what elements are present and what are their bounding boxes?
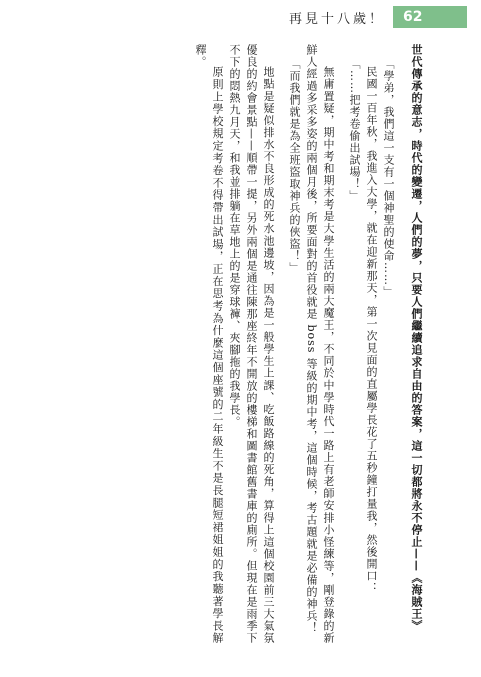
running-title: 再見十八歲！	[288, 11, 385, 27]
dialogue-paragraph: 「而我們就是為全班盜取神兵的俠盜！」	[288, 58, 301, 274]
epigraph-paragraph: 世代傳承的意志，時代的變遷，人們的夢，只要人們繼續追求自由的答案，這一切都將永不停止——《海賊王》	[410, 44, 423, 632]
narrative-paragraph: 無庸置疑，期中考和期末考是大學生活的兩大魔王，不同於中學時代一路上有老師安排小怪練等，剛登錄的新鮮人經過多采多姿的兩個月後，所要面對的首役就是 boss 等級的期中考，這個時候，考古題就是必備的神兵！	[305, 44, 335, 644]
dialogue-paragraph: 「……把考卷偷出試場！」	[348, 58, 361, 202]
page-header	[289, 6, 467, 28]
page-number: 62	[403, 9, 423, 25]
narrative-paragraph: 原則上學校規定考卷不得帶出試場，正在思考為什麼這個座號的二年級生不是長腿短裙姐姐的我聽著學長解釋。	[194, 44, 224, 644]
narrative-paragraph: 地點是疑似排水不良形成的死水池邊坡，因為是一般學生上課、吃飯路線的死角，算得上這個校園前三大氣氛優良的約會景點——順帶一提，另外兩個是通往陳那座終年不開放的樓梯和圖書館舊書庫的廁所。但現在是雨季下不下的悶熱九月天，和我並排躺在草地上的是穿球褲、夾腳拖的我學長。	[228, 44, 275, 644]
dialogue-paragraph: 「學弟，我們這一支有一個神聖的使命……」	[382, 58, 395, 298]
narrative-paragraph: 民國一百年秋，我進入大學，就在迎新那天，第一次見面的直屬學長花了五秒鐘打量我，然後開口：	[365, 66, 378, 594]
vertical-text-body	[85, 44, 425, 644]
page-number-badge	[393, 6, 467, 28]
